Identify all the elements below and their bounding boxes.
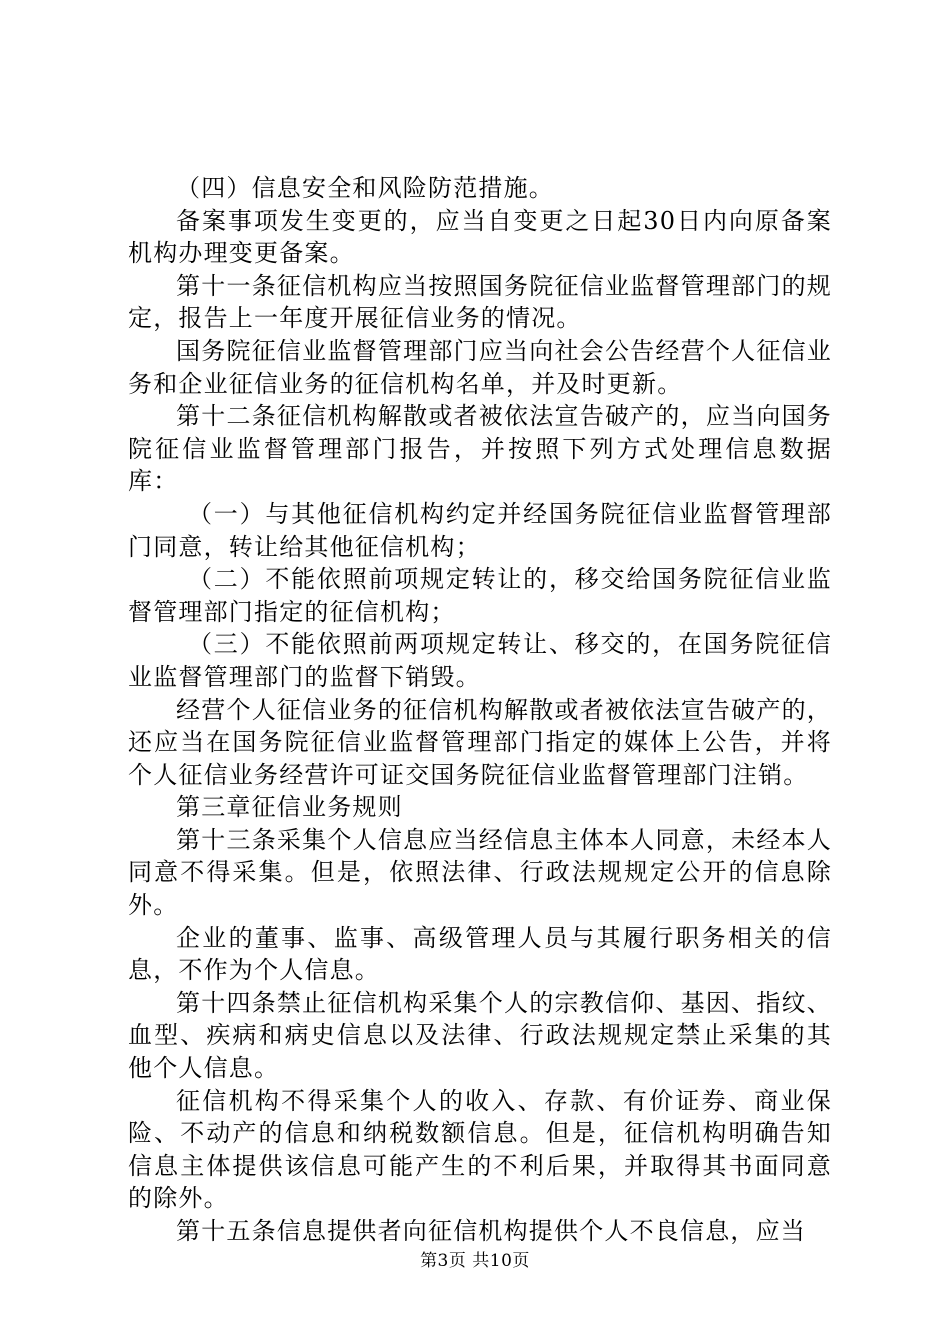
- page-footer: 第3页 共10页: [420, 1251, 530, 1271]
- paragraph-income-assets: 征信机构不得采集个人的收入、存款、有价证券、商业保险、不动产的信息和纳税数额信息。但是，征信机构明确告知信息主体提供该信息可能产生的不利后果，并取得其书面同意的除外。: [128, 1086, 832, 1213]
- paragraph-item-4: （四）信息安全和风险防范措施。: [176, 174, 554, 202]
- paragraph-option-1: （一）与其他征信机构约定并经国务院征信业监督管理部门同意，转让给其他征信机构；: [128, 499, 832, 561]
- paragraph-filing-change: 备案事项发生变更的，应当自变更之日起30日内向原备案机构办理变更备案。: [128, 206, 832, 268]
- paragraph-article-11: 第十一条征信机构应当按照国务院征信业监督管理部门的规定，报告上一年度开展征信业务的情况。: [128, 271, 832, 333]
- chapter-heading: 第三章征信业务规则: [176, 793, 403, 822]
- paragraph-option-3: （三）不能依照前两项规定转让、移交的，在国务院征信业监督管理部门的监督下销毁。: [128, 630, 832, 691]
- paragraph-article-15: 第十五条信息提供者向征信机构提供个人不良信息，应当: [176, 1217, 806, 1245]
- paragraph-article-12: 第十二条征信机构解散或者被依法宣告破产的，应当向国务院征信业监督管理部门报告，并按照下列方式处理信息数据库：: [128, 402, 832, 496]
- paragraph-article-13: 第十三条采集个人信息应当经信息主体本人同意，未经本人同意不得采集。但是，依照法律、行政法规规定公开的信息除外。: [128, 825, 832, 920]
- paragraph-article-14: 第十四条禁止征信机构采集个人的宗教信仰、基因、指纹、血型、疾病和病史信息以及法律、行政法规规定禁止采集的其他个人信息。: [128, 988, 832, 1083]
- paragraph-option-2: （二）不能依照前项规定转让的，移交给国务院征信业监督管理部门指定的征信机构；: [128, 565, 832, 626]
- paragraph-executives: 企业的董事、监事、高级管理人员与其履行职务相关的信息，不作为个人信息。: [128, 923, 832, 985]
- document-body: [128, 172, 832, 1248]
- paragraph-personal-dissolution: 经营个人征信业务的征信机构解散或者被依法宣告破产的，还应当在国务院征信业监督管理部门指定的媒体上公告，并将个人征信业务经营许可证交国务院征信业监督管理部门注销。: [128, 695, 832, 789]
- paragraph-public-list: 国务院征信业监督管理部门应当向社会公告经营个人征信业务和企业征信业务的征信机构名单，并及时更新。: [128, 336, 832, 398]
